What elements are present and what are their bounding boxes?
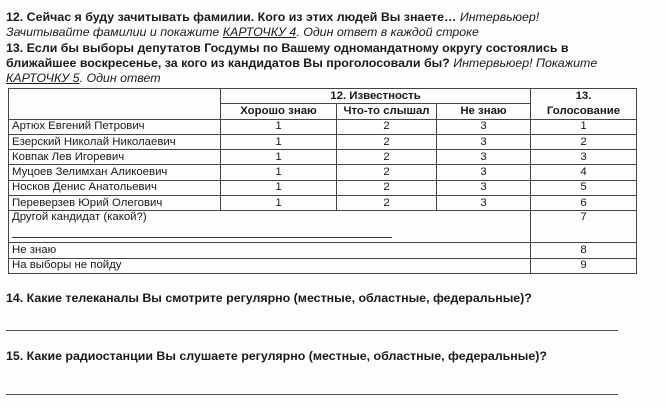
card-4-reference: КАРТОЧКУ 4	[222, 25, 297, 39]
question-14-text-rest: смотрите регулярно (местные, областные, федеральные)?	[161, 291, 532, 305]
code-vote[interactable]: 1	[531, 119, 637, 134]
code-vote[interactable]: 3	[531, 150, 637, 165]
candidate-name: Переверзев Юрий Олегович	[9, 196, 221, 211]
code-know-well[interactable]: 1	[221, 165, 337, 180]
card-5-reference: КАРТОЧКУ 5	[6, 71, 80, 85]
candidate-name: Муцоев Зелимхан Аликоевич	[9, 165, 221, 180]
candidate-name: Носков Денис Анатольевич	[9, 180, 221, 195]
candidate-name: Ковпак Лев Игоревич	[9, 150, 221, 165]
code-dont-know[interactable]: 3	[437, 134, 531, 149]
name-header-cell	[9, 89, 221, 120]
table-row	[9, 180, 637, 195]
vote-header: Голосование	[531, 104, 637, 119]
candidate-table	[8, 88, 637, 274]
awareness-header: 12. Известность	[221, 89, 531, 104]
code-heard[interactable]: 2	[337, 180, 437, 195]
vote-header-number: 13.	[531, 89, 637, 104]
question-15	[6, 349, 547, 364]
col-know-well: Хорошо знаю	[221, 104, 337, 119]
dont-know-label: Не знаю	[9, 243, 531, 258]
question-14	[6, 291, 532, 306]
table-row	[9, 134, 637, 149]
wont-vote-label: На выборы не пойду	[9, 258, 531, 273]
question-14-answer-line[interactable]	[6, 330, 618, 331]
code-dont-know[interactable]: 3	[437, 150, 531, 165]
code-dont-know[interactable]: 3	[437, 180, 531, 195]
code-dont-know[interactable]: 3	[437, 165, 531, 180]
question-12-interviewer-note: Интервьюер!	[459, 10, 540, 24]
code-know-well[interactable]: 1	[221, 196, 337, 211]
question-14-text-bold: 14. Какие телеканалы Вы	[6, 291, 162, 305]
code-heard[interactable]: 2	[337, 150, 437, 165]
table-row	[9, 165, 637, 180]
question-15-answer-line[interactable]	[6, 394, 618, 395]
code-know-well[interactable]: 1	[221, 119, 337, 134]
code-vote[interactable]: 2	[531, 134, 637, 149]
code-vote[interactable]: 6	[531, 196, 637, 211]
table-row-other	[9, 211, 637, 243]
question-12-instruction: Зачитывайте фамилии и покажите КАРТОЧКУ 4. Один ответ в каждой строке	[6, 25, 479, 39]
col-heard-something: Что-то слышал	[337, 104, 437, 119]
question-13-interviewer-note: Интервьюер! Покажите	[453, 56, 598, 70]
code-know-well[interactable]: 1	[221, 180, 337, 195]
question-13-text-line2: ближайшее воскресенье, за кого из кандидатов Вы проголосовали бы?	[6, 56, 450, 70]
question-12	[6, 10, 539, 25]
code-vote[interactable]: 4	[531, 165, 637, 180]
code-heard[interactable]: 2	[337, 119, 437, 134]
candidate-name: Езерский Николай Николаевич	[9, 134, 221, 149]
col-dont-know: Не знаю	[437, 104, 531, 119]
code-vote[interactable]: 8	[531, 243, 637, 258]
question-15-text-bold: 15. Какие радиостанции Вы	[6, 349, 176, 363]
table-row	[9, 119, 637, 134]
code-dont-know[interactable]: 3	[437, 196, 531, 211]
code-know-well[interactable]: 1	[221, 134, 337, 149]
question-12-text: 12. Сейчас я буду зачитывать фамилии. Кого из этих людей Вы знаете…	[6, 10, 457, 24]
table-row	[9, 196, 637, 211]
question-13	[6, 41, 569, 56]
other-candidate-cell	[9, 211, 531, 243]
code-heard[interactable]: 2	[337, 134, 437, 149]
code-vote[interactable]: 5	[531, 180, 637, 195]
table-row	[9, 150, 637, 165]
question-13-instruction: КАРТОЧКУ 5. Один ответ	[6, 71, 161, 85]
code-know-well[interactable]: 1	[221, 150, 337, 165]
code-heard[interactable]: 2	[337, 196, 437, 211]
code-vote[interactable]: 9	[531, 258, 637, 273]
table-header-row	[9, 89, 637, 104]
candidate-name: Артюх Евгений Петрович	[9, 119, 221, 134]
table-row-wont-vote	[9, 258, 637, 273]
question-13-text-line1: 13. Если бы выборы депутатов Госдумы по Вашему одномандатному округу состоялись в	[6, 41, 569, 55]
code-vote[interactable]: 7	[531, 211, 637, 243]
question-15-text-rest: слушаете регулярно (местные, областные, федеральные)?	[175, 349, 547, 363]
other-candidate-write-in[interactable]	[12, 237, 392, 238]
code-dont-know[interactable]: 3	[437, 119, 531, 134]
table-row-dont-know	[9, 243, 637, 258]
question-13-line2	[6, 56, 597, 71]
other-candidate-label: Другой кандидат (какой?)	[12, 211, 147, 224]
code-heard[interactable]: 2	[337, 165, 437, 180]
